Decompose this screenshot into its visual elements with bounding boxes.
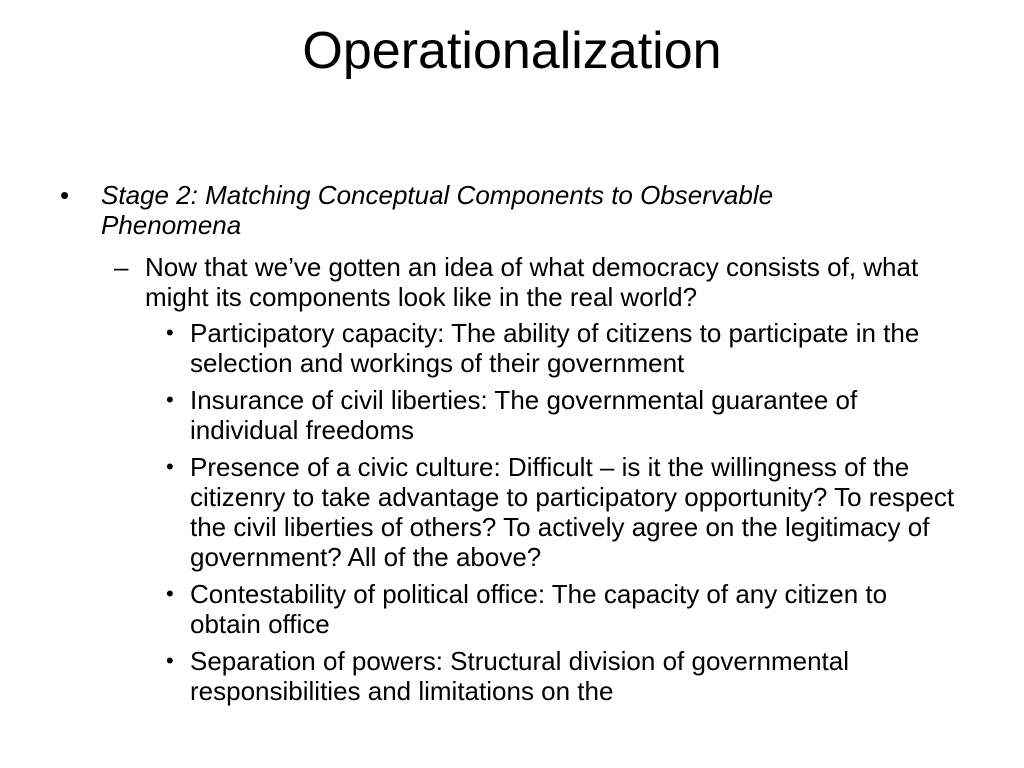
component-text: Contestability of political office: The capacity of any citizen to obtain office [190, 579, 888, 639]
component-item [0, 452, 965, 572]
sub-bullet-text: Now that we’ve gotten an idea of what democracy consists of, what might its components look like in the real world? [145, 252, 919, 312]
bullet-marker: • [166, 320, 174, 345]
sub-bullet-question [0, 252, 965, 312]
component-text: Insurance of civil liberties: The governmental guarantee of individual freedoms [190, 385, 858, 445]
component-item [0, 385, 965, 445]
bullet-marker: • [166, 454, 174, 479]
bullet-stage [0, 180, 916, 240]
dash-marker: – [114, 252, 129, 282]
bullet-marker: • [60, 180, 70, 210]
component-text: Participatory capacity: The ability of citizens to participate in the selection and workings of their government [190, 318, 920, 378]
bullet-marker: • [166, 581, 174, 606]
component-text: Separation of powers: Structural division of governmental responsibilities and limitations on the [190, 646, 850, 706]
component-item [0, 579, 965, 639]
bullet-text: Stage 2: Matching Conceptual Components to Observable Phenomena [101, 180, 774, 240]
slide-title: Operationalization [302, 22, 722, 80]
bullet-marker: • [166, 648, 174, 673]
slide-body [0, 180, 1024, 713]
bullet-marker: • [166, 387, 174, 412]
component-item [0, 646, 965, 706]
component-text: Presence of a civic culture: Difficult – is it the willingness of the citizenry to take advantage to participatory opportunity? To respect the civil liberties of others? To actively agree on the legitimacy of government? All of the above? [190, 452, 955, 572]
component-item [0, 318, 965, 378]
